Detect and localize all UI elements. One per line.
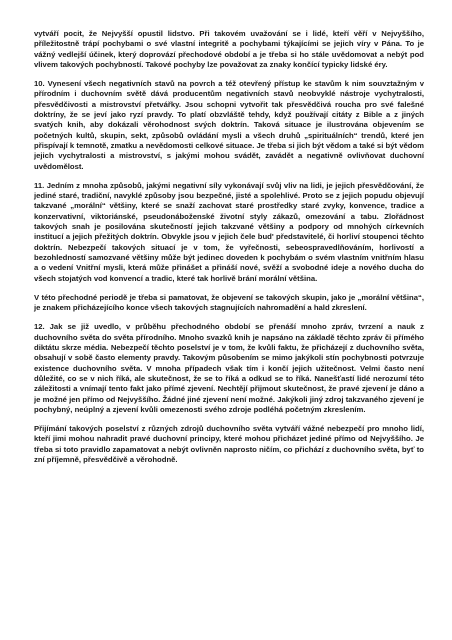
paragraph-10: 10. Vynesení všech negativních stavů na povrch a též otevřený přístup ke stavům k nim souvztažným v přírodním i duchovním světě dává producentům negativních stavů neobvyklé nástroje vychytralosti, přesvědčivosti a mistrovství přetvářky. Jsou schopni vytvořit tak přesvědčivá roucha pro své falešné doktríny, že se jeví jako ryzí pravdy. To platí obzvláště tehdy, když používají citáty z Bible a z jiných svatých knih, aby dokázali věrohodnost svých doktrín. Taková situace je ilustrována objevením se početných kultů, skupin, sekt, způsobů ovládání mysli a všech druhů „spirituálních“ trendů, které jen přispívají k temnotě, zmatku a nevědomosti celkové situace. Je třeba si jich být vědom a také si být vědom jejich vychytralosti a mistrovství, s jakými mohou svádět, zavádět a negativně ovlivňovat duchovní uvědomělost.	[34, 79, 424, 171]
paragraph-12: 12. Jak se již uvedlo, v průběhu přechodného období se přenáší mnoho zpráv, tvrzení a nauk z duchovního světa do světa přírodního. Mnoho svazků knih je napsáno na základě těchto zpráv či přímého diktátu skrze média. Nebezpečí těchto poselství je v tom, že kvůli faktu, že přicházejí z duchovního světa, obsahují v sobě často elementy pravdy. Takovým působením se mimo jakýkoli stín pochybnosti potvrzuje existence duchovního světa. V mnoha případech však tím i končí jejich užitečnost. Velmi často není důležité, co se v nich říká, ale skutečnost, že se to říká a odkud se to říká. Nanešťastí lidé nerozumí této záležitosti a vnímají tento fakt jako přímé zjevení. Nechtějí přijmout skutečnost, že pravé zjevení je dáno a je možné jen přímo od Nejvyššího. Žádné jiné zjevení není možné. Jakýkoli jiný zdroj takzvaného zjevení je pochybný, neúplný a zjevení kvůli omezenosti svého zdroje podléhá početným zkreslením.	[34, 322, 424, 414]
document-page	[34, 29, 424, 465]
paragraph-gap	[34, 313, 424, 322]
paragraph-gap	[34, 415, 424, 424]
paragraph-gap	[34, 70, 424, 79]
paragraph-11-note: V této přechodné periodě je třeba si pamatovat, že objevení se takových skupin, jako je „morální většina“, je znakem přicházejícího konce všech takových stagnujících nahromadění a hald zkreslení.	[34, 292, 424, 313]
paragraph-gap	[34, 172, 424, 181]
paragraph-11: 11. Jedním z mnoha způsobů, jakými negativní síly vykonávají svůj vliv na lidi, je jejich přesvědčování, že jediné staré, tradiční, navyklé způsoby jsou bezpečné, jisté a spolehlivé. Proto se z jejich popudu objevují takzvané „morální“ většiny, které se snaží zachovat staré prostředky staré zvyky, konvence, tradice a konzervativní, viktoriánské, pseudonáboženské životní styly zákazů, omezování a tabu. Zlořádnost takových snah je posilována skutečností jejich takzvané většiny a podpory od mnohých církevních institucí a jejich přežitých doktrín. Obvykle jsou v jejich čele bud' představitelé, či horliví stoupenci těchto doktrín. Nebezpečí takových situací je v tom, že vyřečnosti, sebeospravedlňováním, horlivostí a bezohledností samozvané většiny může být jedinec doveden k pochybám o svém vlastním vnitřním hlasu a o vedení Vnitřní mysli, která může přinášet a přináší nové, svěží a svobodné ideje a nového ducha do všech stojatých vod konvencí a tradic, které tak horlivě brání morální většina.	[34, 180, 424, 283]
paragraph-continuation: vytváří pocit, že Nejvyšší opustil lidstvo. Při takovém uvažování se i lidé, kteří věří v Nejvyššího, příležitostně trápí pochybami o své vlastní integritě a pochybami týkajícími se jejich víry v Pána. To je vážný vedlejší účinek, který doprovází přechodové období a je třeba si ho stále uvědomovat a nebýt pod vlivem takových pochybností. Takové pochyby lze považovat za znaky končící typicky lidské éry.	[34, 29, 424, 69]
paragraph-12-note: Přijímání takových poselství z různých zdrojů duchovního světa vytváří vážné nebezpečí pro mnoho lidí, kteří jimi mohou nahradit pravé duchovní principy, které mohou přicházet jediné přímo od Nejvyššího. Je třeba si toto pravidlo zapamatovat a nebýt ovlivněn naprosto ničím, co přichází z duchovního světa, byť to zní příjemně, přesvědčivě a věrohodně.	[34, 424, 424, 464]
paragraph-gap	[34, 284, 424, 293]
